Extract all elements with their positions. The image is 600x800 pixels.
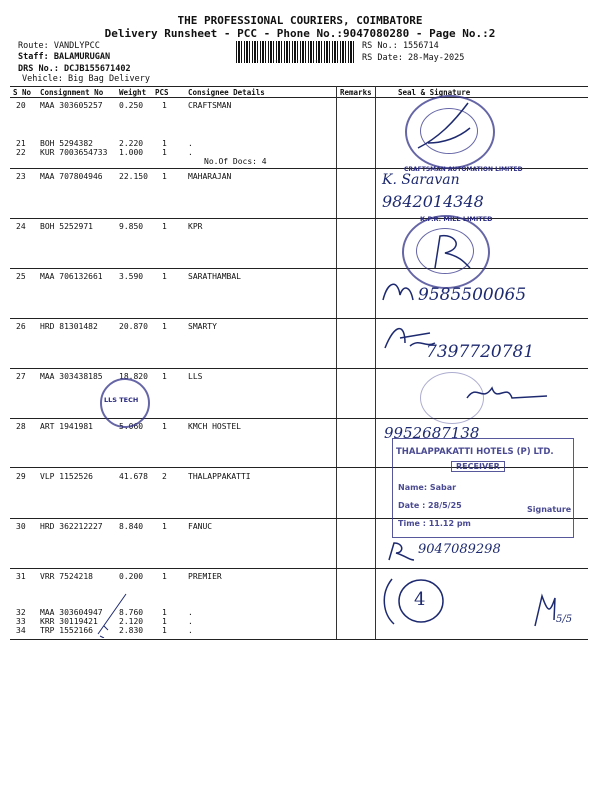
cell-weight: 41.678 <box>119 472 148 481</box>
barcode <box>236 41 356 63</box>
rs-number: RS No.: 1556714 <box>362 41 439 51</box>
cell-consignee: PREMIER <box>188 572 222 581</box>
cell-weight: 0.250 <box>119 101 144 110</box>
table-bottom-rule <box>10 639 588 640</box>
sig-30-initial <box>384 538 420 566</box>
cell-consignment: KRR 30119421 <box>40 617 98 626</box>
sig-28-phone: 9952687138 <box>384 424 480 442</box>
cell-consignment: MAA 303604947 <box>40 608 103 617</box>
rs-date: RS Date: 28-May-2025 <box>362 53 465 63</box>
cell-weight: 1.000 <box>119 148 144 157</box>
cell-pcs: 1 <box>162 608 167 617</box>
cell-pcs: 1 <box>162 522 167 531</box>
runsheet-subtitle: Delivery Runsheet - PCC - Phone No.:9047080280 - Page No.:2 <box>104 27 496 40</box>
drs-number: DRS No.: DCJB155671402 <box>18 64 131 74</box>
sig-30-phone: 9047089298 <box>418 542 501 557</box>
cell-consignee: THALAPPAKATTI <box>188 472 251 481</box>
cell-consignee: KPR <box>188 222 203 231</box>
cell-weight: 9.850 <box>119 222 144 231</box>
sig-23-name: K. Saravan <box>382 172 460 188</box>
cell-consignee: . <box>188 626 193 635</box>
cell-consignee: . <box>188 139 193 148</box>
cell-sno: 22 <box>16 148 26 157</box>
sig-25-phone: 9585500065 <box>418 285 527 305</box>
cell-weight: 2.120 <box>119 617 144 626</box>
craftsman-seal-text: CRAFTSMAN AUTOMATION LIMITED <box>404 166 523 173</box>
col-weight: Weight <box>119 88 147 97</box>
cell-weight: 2.220 <box>119 139 144 148</box>
cell-consignee: MAHARAJAN <box>188 172 232 181</box>
staff: Staff: BALAMURUGAN <box>18 52 111 62</box>
cell-pcs: 1 <box>162 272 167 281</box>
route: Route: VANDLYPCC <box>18 41 100 51</box>
cell-pcs: 1 <box>162 139 167 148</box>
table-top-rule <box>10 86 588 87</box>
kpr-seal-text: K.P.R. MILL LIMITED <box>420 215 493 223</box>
cell-consignment: HRD 362212227 <box>40 522 103 531</box>
cell-consignee: SMARTY <box>188 322 217 331</box>
cell-weight: 8.760 <box>119 608 144 617</box>
col-consignment: Consignment No <box>40 88 104 97</box>
cell-sno: 24 <box>16 222 26 231</box>
company-title: THE PROFESSIONAL COURIERS, COIMBATORE <box>177 14 423 27</box>
cell-consignment: BOH 5294382 <box>40 139 93 148</box>
seal-divider <box>375 86 376 640</box>
thalappakatti-stamp <box>392 438 574 538</box>
cell-consignment: HRD 81301482 <box>40 322 98 331</box>
cell-weight: 2.830 <box>119 626 144 635</box>
sig-31-number: 4 <box>414 589 426 610</box>
cell-pcs: 1 <box>162 101 167 110</box>
thala-signature-label: Signature <box>527 505 572 514</box>
thala-title: THALAPPAKATTI HOTELS (P) LTD. <box>396 447 554 457</box>
cell-sno: 29 <box>16 472 26 481</box>
cell-weight: 20.870 <box>119 322 148 331</box>
cell-consignee: KMCH HOSTEL <box>188 422 241 431</box>
cell-sno: 25 <box>16 272 26 281</box>
cell-consignee: . <box>188 617 193 626</box>
cell-weight: 5.060 <box>119 422 144 431</box>
cell-pcs: 1 <box>162 422 167 431</box>
cell-consignee: . <box>188 148 193 157</box>
cell-weight: 22.150 <box>119 172 148 181</box>
cell-pcs: 2 <box>162 472 167 481</box>
cell-consignee: CRAFTSMAN <box>188 101 232 110</box>
cell-sno: 30 <box>16 522 26 531</box>
cell-sno: 27 <box>16 372 26 381</box>
cell-consignment: VRR 7524218 <box>40 572 93 581</box>
cell-sno: 21 <box>16 139 26 148</box>
lls-seal-text: LLS TECH <box>104 396 139 404</box>
cell-weight: 8.840 <box>119 522 144 531</box>
cell-sno: 31 <box>16 572 26 581</box>
cell-consignment: MAA 706132661 <box>40 272 103 281</box>
row-rule <box>10 268 588 269</box>
col-seal: Seal & Signature <box>398 88 471 97</box>
sig-26-phone: 7397720781 <box>426 342 535 362</box>
sig-34-count: 5/5 <box>556 614 573 625</box>
cell-sno: 32 <box>16 608 26 617</box>
col-sno: S No <box>13 88 32 97</box>
cell-pcs: 1 <box>162 572 167 581</box>
cell-consignment: VLP 1152526 <box>40 472 93 481</box>
remarks-divider <box>336 86 337 640</box>
cell-consignment: MAA 303438185 <box>40 372 103 381</box>
craftsman-signature <box>408 98 488 158</box>
col-remarks: Remarks <box>340 88 372 97</box>
docs-count: No.Of Docs: 4 <box>204 157 267 166</box>
cell-pcs: 1 <box>162 372 167 381</box>
cell-consignment: KUR 7003654733 <box>40 148 108 157</box>
kpr-signature <box>420 228 480 272</box>
vehicle: Vehicle: Big Bag Delivery <box>22 74 150 84</box>
cell-consignee: FANUC <box>188 522 213 531</box>
cell-consignment: BOH 5252971 <box>40 222 93 231</box>
row-rule <box>10 318 588 319</box>
col-consignee: Consignee Details <box>188 88 265 97</box>
cell-sno: 34 <box>16 626 26 635</box>
cell-consignment: ART 1941981 <box>40 422 93 431</box>
cell-sno: 23 <box>16 172 26 181</box>
cell-sno: 26 <box>16 322 26 331</box>
cell-sno: 33 <box>16 617 26 626</box>
cell-weight: 3.590 <box>119 272 144 281</box>
sig-23-phone: 9842014348 <box>382 192 484 211</box>
thala-name: Name: Sabar <box>398 483 457 492</box>
table-header-rule <box>10 97 588 98</box>
cell-consignment: TRP 1552166 <box>40 626 93 635</box>
thala-date: Date : 28/5/25 <box>398 501 462 510</box>
row-rule <box>10 568 588 569</box>
sig-25-initial <box>378 275 418 305</box>
cell-consignment: MAA 707804946 <box>40 172 103 181</box>
cell-consignee: LLS <box>188 372 203 381</box>
row-rule <box>10 418 588 419</box>
row-rule <box>10 368 588 369</box>
cell-consignment: MAA 303605257 <box>40 101 103 110</box>
cell-pcs: 1 <box>162 148 167 157</box>
cell-weight: 18.820 <box>119 372 148 381</box>
cell-pcs: 1 <box>162 172 167 181</box>
cell-pcs: 1 <box>162 626 167 635</box>
row-rule <box>10 218 588 219</box>
thala-time: Time : 11.12 pm <box>398 519 471 528</box>
cell-consignee: . <box>188 608 193 617</box>
cell-pcs: 1 <box>162 322 167 331</box>
cell-pcs: 1 <box>162 222 167 231</box>
cell-sno: 28 <box>16 422 26 431</box>
cell-sno: 20 <box>16 101 26 110</box>
cell-weight: 0.200 <box>119 572 144 581</box>
cell-pcs: 1 <box>162 617 167 626</box>
tick-marks <box>96 590 136 638</box>
col-pcs: PCS <box>155 88 169 97</box>
cell-consignee: SARATHAMBAL <box>188 272 241 281</box>
sig-27 <box>462 378 552 408</box>
thala-receiver: RECEIVER <box>451 461 505 472</box>
